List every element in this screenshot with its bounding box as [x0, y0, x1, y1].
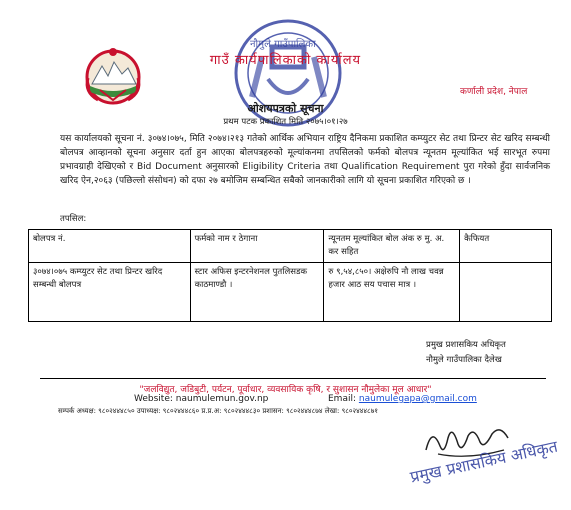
- footer-email: [328, 394, 477, 404]
- footer-contacts: सम्पर्क अध्यक्ष: ९८०२४४४८५० उपाध्यक्ष: ९८०२४४४८६० प्र.प्र.अ: ९८०२४४४८३० प्रशासन: ९८०२४४४८७४ लेखा: ९८०२४४४८७१: [58, 407, 378, 415]
- cell-remarks: [460, 263, 552, 322]
- footer-divider: [40, 378, 546, 379]
- email-link[interactable]: naumulegapa@gmail.com: [358, 394, 477, 404]
- signatory-block: [426, 338, 506, 368]
- cell-bid-number: ३०७४।०७५ कम्प्युटर सेट तथा प्रिन्टर खरिद सम्बन्धी बोलपत्र: [29, 263, 191, 322]
- signatory-title: प्रमुख प्रशासकिय अधिकृत: [426, 340, 506, 350]
- seal-text: नौमुले गाउँपालिका: [250, 39, 316, 50]
- cell-bid-amount: रु ९,५४,८५०। अक्षेरुपि नौ लाख चवन्न हजार आठ सय पचास मात्र ।: [324, 263, 460, 322]
- cell-firm-name: स्टार अफिस इन्टरनेशनल पुतलिसडक काठमाण्डौ ।: [190, 263, 324, 322]
- website-link[interactable]: naumulemun.gov.np: [175, 394, 269, 404]
- details-label: तपसिल:: [60, 214, 87, 224]
- footer-website: [134, 394, 268, 404]
- first-published-date: प्रथम पटक प्रकाशित मिति २०७५।०१।२७: [223, 117, 348, 127]
- email-label: Email:: [328, 394, 357, 404]
- header-remarks: कैफियत: [460, 230, 552, 263]
- table-header-row: [29, 230, 552, 263]
- header-bid-amount: न्यूनतम मूल्यांकित बोल अंक रु मु. अ. कर सहित: [324, 230, 460, 263]
- notice-title: ओशयपत्रको सूचना: [247, 102, 324, 115]
- officer-stamp: प्रमुख प्रशासकिय अधिकृत: [408, 436, 560, 487]
- header-firm-name: फर्मको नाम र ठेगाना: [190, 230, 324, 263]
- signatory-office: नौमुले गाउँपालिका दैलेख: [426, 355, 502, 365]
- footer-slogan: "जलविद्युत, जडिबुटी, पर्यटन, पूर्वाधार, व्यवसायिक कृषि, र सुशासन नौमुलेका मूल आधार": [139, 385, 432, 395]
- province-label: कर्णाली प्रदेश, नेपाल: [460, 87, 528, 97]
- website-label: Website:: [134, 394, 173, 404]
- table-row: [29, 263, 552, 322]
- header-bid-number: बोलपत्र नं.: [29, 230, 191, 263]
- bid-results-table: [28, 229, 552, 322]
- office-name: गाउँ कार्यपालिकाको कार्यालय: [209, 53, 362, 68]
- notice-body: यस कार्यालयको सूचना नं. ३०७४।०७५, मिति २०७४।२१३ गतेको आर्थिक अभियान राष्ट्रिय दैनिकमा प्रकाशित कम्प्युटर सेट तथा प्रिन्टर सेट खरिद सम्बन्धी बोलपत्र आव्हानको सूचना अनुसार दर्ता हुन आएका बोलपत्रहरुको मूल्यांकनमा तपसिलको फर्मको बोलपत्र न्यूनतम मूल्यांकित भई सारभूत रुपमा प्रभावग्राही देखिएको र Bid Document अनुसारको Eligibility Criteria तथा Qualification Requirement पुरा गरेको हुँदा सार्वजनिक खरिद ऐन,२०६३ (पछिल्लो संसोधन) को दफा २७ बमोजिम सम्बन्धित सबैको जानकारीको लागि यो सूचना प्रकाशित गरिएको छ ।: [60, 134, 550, 186]
